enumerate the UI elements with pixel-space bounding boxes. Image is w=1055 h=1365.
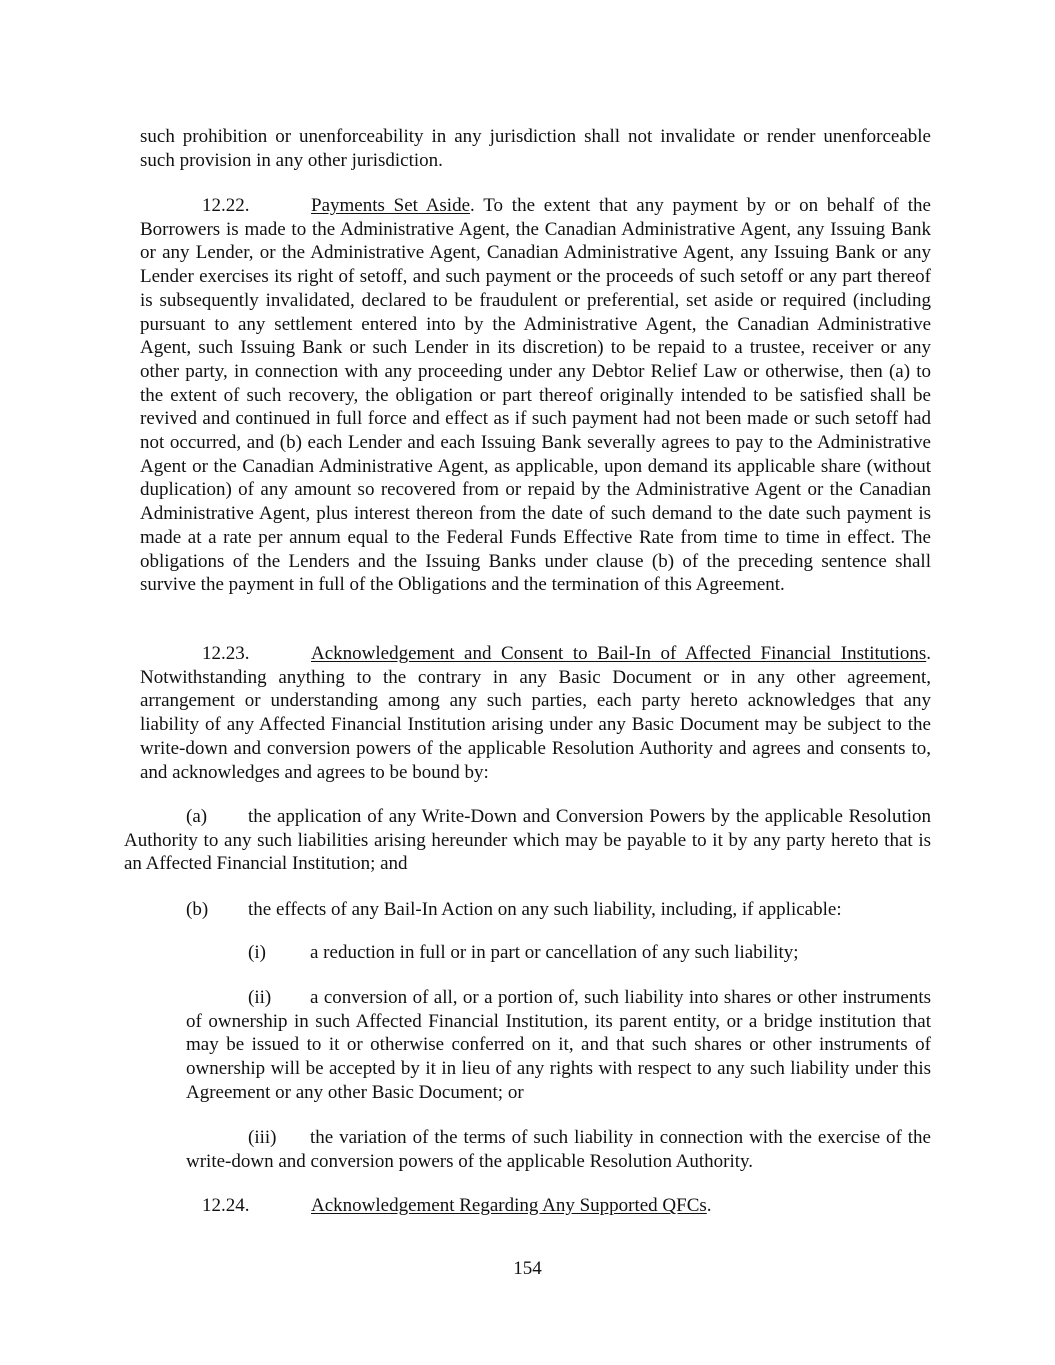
clause-i-text: a reduction in full or in part or cancellation of any such liability;: [310, 942, 799, 963]
clause-iii-label: (iii): [248, 1127, 277, 1148]
section-12-24: [140, 1194, 931, 1218]
clause-ii-label: (ii): [248, 987, 272, 1008]
page-number: 154: [513, 1258, 542, 1279]
section-12-23-heading: Acknowledgement and Consent to Bail-In of Affected Financial Institutions: [311, 643, 927, 664]
clause-a: [124, 805, 931, 876]
section-12-22-heading: Payments Set Aside: [311, 195, 471, 216]
section-12-23-number: 12.23.: [202, 643, 250, 664]
section-12-24-number: 12.24.: [202, 1195, 250, 1216]
section-12-22-number: 12.22.: [202, 195, 250, 216]
clause-a-text: the application of any Write-Down and Conversion Powers by the applicable Resolution Authority to any such liabilities arising hereunder which may be payable to it by any party hereto that is an Affected Financial Institution; and: [124, 806, 931, 875]
paragraph-intro-text: such prohibition or unenforceability in any jurisdiction shall not invalidate or render unenforceable such provision in any other jurisdiction.: [140, 126, 931, 171]
clause-i: [186, 941, 931, 965]
clause-b: [186, 898, 931, 922]
clause-ii: [186, 986, 931, 1105]
clause-iii: [186, 1126, 931, 1173]
section-12-22: [140, 194, 931, 597]
section-12-24-body: .: [706, 1195, 712, 1216]
clause-i-label: (i): [248, 942, 266, 963]
clause-ii-text: a conversion of all, or a portion of, such liability into shares or other instruments of ownership in such Affected Financial Institution, its parent entity, or a bridge institution that may be issued to it or otherwise conferred on it, and that such shares or other instruments of ownership will be accepted by it in lieu of any rights with respect to any such liability under this Agreement or any other Basic Document; or: [186, 987, 931, 1103]
section-12-22-body: . To the extent that any payment by or on behalf of the Borrowers is made to the Administrative Agent, the Canadian Administrative Agent, any Issuing Bank or any Lender, or the Administrative Agent, Canadian Administrative Agent, any Issuing Bank or any Lender exercises its right of setoff, and such payment or the proceeds of such setoff or any part thereof is subsequently invalidated, declared to be fraudulent or preferential, set aside or required (including pursuant to any settlement entered into by the Administrative Agent, the Canadian Administrative Agent, such Issuing Bank or such Lender in its discretion) to be repaid to a trustee, receiver or any other party, in connection with any proceeding under any Debtor Relief Law or otherwise, then (a) to the extent of such recovery, the obligation or part thereof originally intended to be satisfied shall be revived and continued in full force and effect as if such payment had not been made or such setoff had not occurred, and (b) each Lender and each Issuing Bank severally agrees to pay to the Administrative Agent or the Canadian Administrative Agent, as applicable, upon demand its applicable share (without duplication) of any amount so recovered from or repaid by the Administrative Agent or the Canadian Administrative Agent, plus interest thereon from the date of such demand to the date such payment is made at a rate per annum equal to the Federal Funds Effective Rate from time to time in effect. The obligations of the Lenders and the Issuing Banks under clause (b) of the preceding sentence shall survive the payment in full of the Obligations and the termination of this Agreement.: [140, 195, 931, 596]
section-12-24-heading: Acknowledgement Regarding Any Supported QFCs: [311, 1195, 707, 1216]
clause-b-label: (b): [186, 899, 209, 920]
section-12-23-body: . Notwithstanding anything to the contrary in any Basic Document or in any other agreement, arrangement or understanding among any such parties, each party hereto acknowledges that any liability of any Affected Financial Institution arising under any Basic Document may be subject to the write-down and conversion powers of the applicable Resolution Authority and agrees and consents to, and acknowledges and agrees to be bound by:: [140, 643, 931, 783]
section-12-23: [140, 642, 931, 784]
clause-b-text: the effects of any Bail-In Action on any such liability, including, if applicable:: [248, 899, 842, 920]
paragraph-intro: [140, 125, 931, 172]
clause-iii-text: the variation of the terms of such liability in connection with the exercise of the write-down and conversion powers of the applicable Resolution Authority.: [186, 1127, 931, 1172]
clause-a-label: (a): [186, 806, 208, 827]
